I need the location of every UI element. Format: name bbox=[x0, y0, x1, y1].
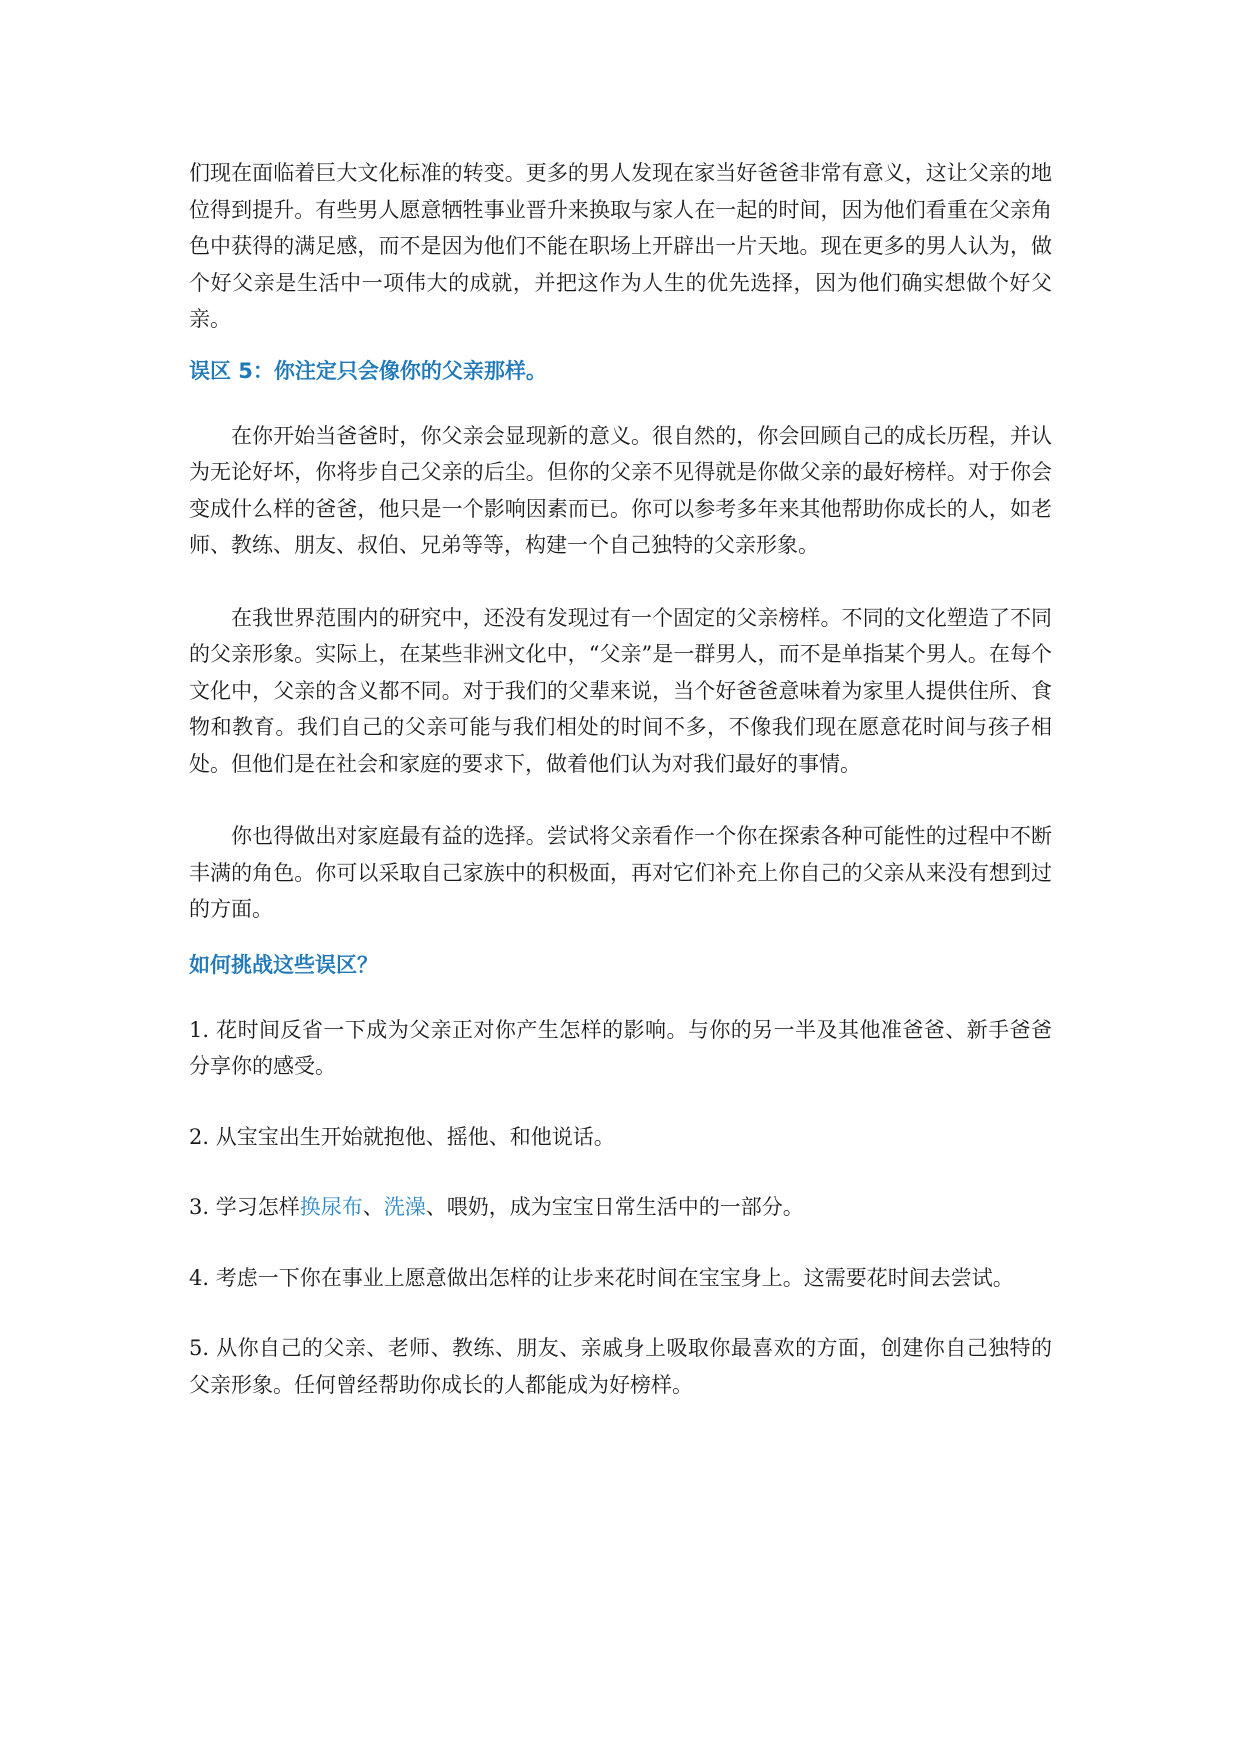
list-item-5: 5. 从你自己的父亲、老师、教练、朋友、亲戚身上吸取你最喜欢的方面，创建你自己独特的父亲形象。任何曾经帮助你成长的人都能成为好榜样。 bbox=[189, 1336, 1052, 1397]
myth5-paragraph-3: 你也得做出对家庭最有益的选择。尝试将父亲看作一个你在探索各种可能性的过程中不断丰满的角色。你可以采取自己家族中的积极面，再对它们补充上你自己的父亲从来没有想到过的方面。 bbox=[189, 824, 1052, 921]
list-item-3-separator: 、 bbox=[362, 1195, 384, 1219]
bathing-link[interactable]: 洗澡 bbox=[383, 1195, 426, 1219]
document-page bbox=[189, 155, 1052, 1403]
list-item-3-suffix: 、喂奶，成为宝宝日常生活中的一部分。 bbox=[425, 1195, 804, 1219]
intro-paragraph: 们现在面临着巨大文化标准的转变。更多的男人发现在家当好爸爸非常有意义，这让父亲的地位得到提升。有些男人愿意牺牲事业晋升来换取与家人在一起的时间，因为他们看重在父亲角色中获得的满足感，而不是因为他们不能在职场上开辟出一片天地。现在更多的男人认为，做个好父亲是生活中一项伟大的成就，并把这作为人生的优先选择，因为他们确实想做个好父亲。 bbox=[189, 161, 1052, 331]
list-item-3 bbox=[189, 1189, 1052, 1226]
myth5-paragraph-1: 在你开始当爸爸时，你父亲会显现新的意义。很自然的，你会回顾自己的成长历程，并认为无论好坏，你将步自己父亲的后尘。但你的父亲不见得就是你做父亲的最好榜样。对于你会变成什么样的爸爸，他只是一个影响因素而已。你可以参考多年来其他帮助你成长的人，如老师、教练、朋友、叔伯、兄弟等等，构建一个自己独特的父亲形象。 bbox=[189, 423, 1052, 557]
diaper-change-link[interactable]: 换尿布 bbox=[299, 1195, 363, 1219]
list-item-4: 4. 考虑一下你在事业上愿意做出怎样的让步来花时间在宝宝身上。这需要花时间去尝试。 bbox=[189, 1265, 1014, 1290]
myth5-heading: 误区 5：你注定只会像你的父亲那样。 bbox=[189, 358, 547, 383]
challenge-heading: 如何挑战这些误区？ bbox=[189, 952, 378, 977]
myth5-paragraph-2: 在我世界范围内的研究中，还没有发现过有一个固定的父亲榜样。不同的文化塑造了不同的父亲形象。实际上，在某些非洲文化中，“父亲”是一群男人，而不是单指某个男人。在每个文化中，父亲的含义都不同。对于我们的父辈来说，当个好爸爸意味着为家里人提供住所、食物和教育。我们自己的父亲可能与我们相处的时间不多，不像我们现在愿意花时间与孩子相处。但他们是在社会和家庭的要求下，做着他们认为对我们最好的事情。 bbox=[189, 605, 1052, 776]
list-item-2: 2. 从宝宝出生开始就抱他、摇他、和他说话。 bbox=[189, 1124, 615, 1149]
list-item-1: 1. 花时间反省一下成为父亲正对你产生怎样的影响。与你的另一半及其他准爸爸、新手爸爸分享你的感受。 bbox=[189, 1017, 1052, 1078]
list-item-3-prefix: 3. 学习怎样 bbox=[189, 1195, 300, 1219]
